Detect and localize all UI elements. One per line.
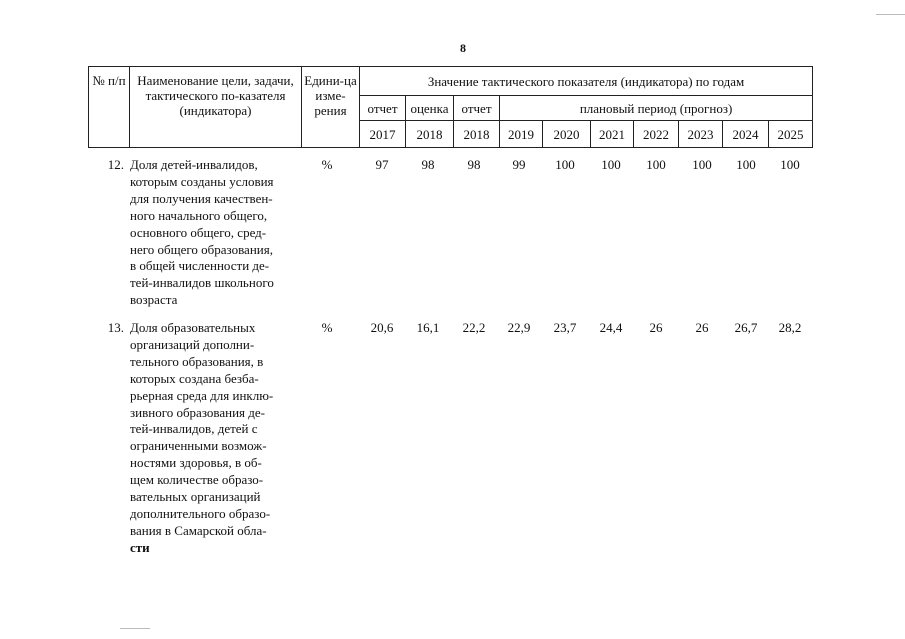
year-header: 2021 [591, 121, 634, 148]
year-header: 2018 [406, 121, 454, 148]
indicator-value: 22,9 [507, 320, 531, 335]
indicator-value: 26,7 [734, 320, 758, 335]
indicator-value: 23,7 [553, 320, 577, 335]
row-number: 13. [107, 320, 124, 335]
indicator-value: 100 [646, 157, 666, 172]
year-header: 2025 [769, 121, 813, 148]
year-header: 2019 [500, 121, 543, 148]
status-header: оценка [406, 96, 454, 121]
column-unit-header: Едини-ца изме-рения [302, 67, 360, 148]
values-by-year-header: Значение тактического показателя (индикатора) по годам [360, 67, 813, 96]
indicator-value: 22,2 [462, 320, 486, 335]
indicator-value: 100 [601, 157, 621, 172]
year-header: 2017 [360, 121, 406, 148]
table-row [88, 320, 812, 560]
indicator-value: 26 [649, 320, 663, 335]
indicator-name: Доля детей-инвалидов, которым созданы условия для получения качествен- ного начального общего, основного общего, сред- него общего образования, в общей численности де- тей-инвалидов школьного возраста [130, 157, 274, 308]
year-header: 2024 [723, 121, 769, 148]
column-name-header: Наименование цели, задачи, тактического по-казателя (индикатора) [130, 67, 302, 148]
row-number: 12. [107, 157, 124, 172]
year-header: 2018 [454, 121, 500, 148]
indicator-name: Доля образовательных организаций дополни- тельного образования, в которых создана безба- рьерная среда для инклю- зивного образования де- тей-инвалидов, детей с ограниченными возмож- ностями здоровья, в об- щем количестве образо- вательных организаций дополнительного образо- вания в Самарской обла- сти [130, 320, 274, 555]
indicator-value: 26 [695, 320, 709, 335]
unit-value: % [321, 157, 333, 172]
indicator-value: 100 [736, 157, 756, 172]
year-header: 2023 [679, 121, 723, 148]
indicator-value: 98 [421, 157, 435, 172]
year-header: 2022 [634, 121, 679, 148]
year-header: 2020 [543, 121, 591, 148]
page-number: 8 [460, 41, 466, 55]
indicator-value: 16,1 [416, 320, 440, 335]
table-row [88, 157, 812, 312]
scan-edge-mark [876, 14, 905, 15]
indicator-value: 100 [555, 157, 575, 172]
indicator-value: 99 [512, 157, 526, 172]
column-number-header: № п/п [89, 67, 130, 148]
indicator-table-header [88, 66, 813, 148]
indicator-value: 100 [780, 157, 800, 172]
indicator-value: 20,6 [370, 320, 394, 335]
indicator-value: 97 [375, 157, 389, 172]
unit-value: % [321, 320, 333, 335]
indicator-value: 24,4 [599, 320, 623, 335]
status-header: отчет [454, 96, 500, 121]
scan-edge-mark [120, 628, 150, 629]
planned-period-header: плановый период (прогноз) [500, 96, 813, 121]
indicator-value: 28,2 [778, 320, 802, 335]
status-header: отчет [360, 96, 406, 121]
indicator-value: 98 [467, 157, 481, 172]
indicator-value: 100 [692, 157, 712, 172]
